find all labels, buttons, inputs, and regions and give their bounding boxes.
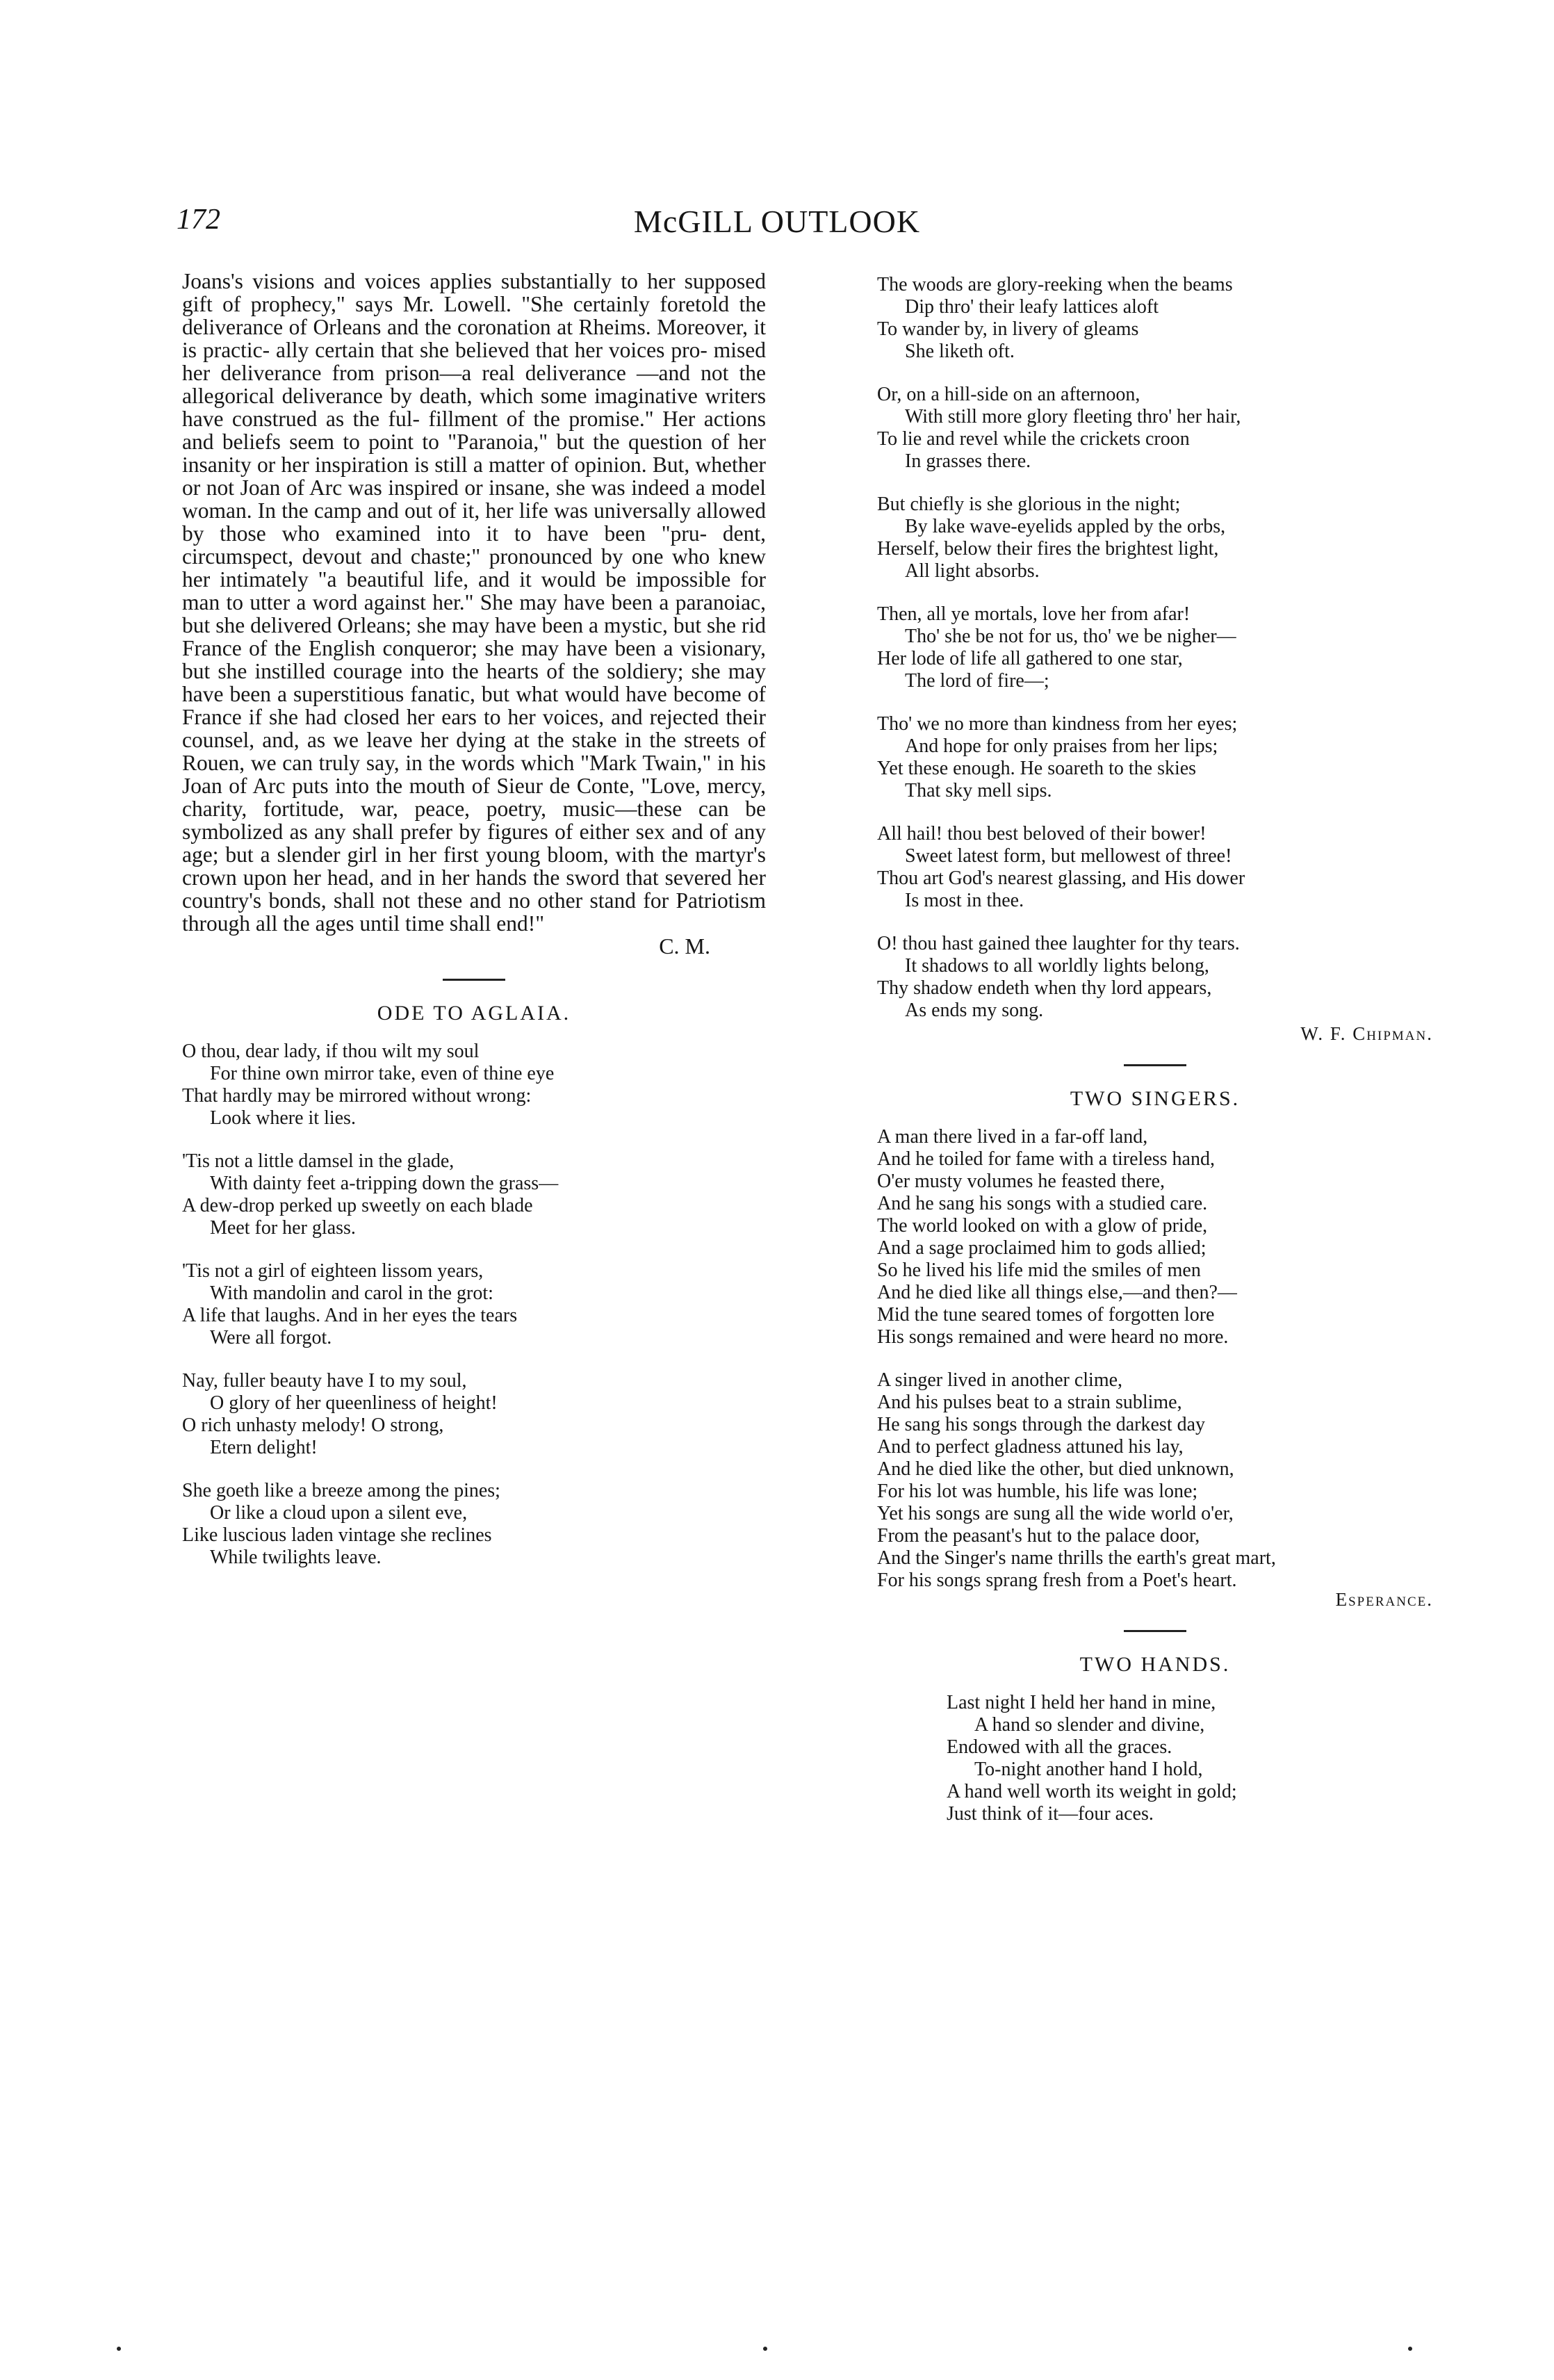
two-singers-author: Esperance.: [1335, 1589, 1433, 1610]
stanza: [877, 933, 1433, 1022]
two-hands-poem: [877, 1692, 1433, 1825]
essay-paragraph: Joans's visions and voices applies substantially to her supposed gift of prophecy," says Mr. Lowell. "She certainly foretold the deliverance of Orleans and the coronation at Rheims. Moreover, it is practic- ally certain that she believed that her voices pro- mised her deliverance from prison—a real deliverance —and not the allegorical deliverance by death, which some imaginative writers have construed as the ful- fillment of the promise." Her actions and beliefs seem to point to "Paranoia," but the question of her insanity or her inspiration is still a matter of opinion. But, whether or not Joan of Arc was inspired or insane, she was indeed a model woman. In the camp and out of it, her life was universally allowed by those who examined into it to have been "pru- dent, circumspect, devout and chaste;" pronounced by one who knew her intimately "a beautiful life, and it would be impossible for man to utter a word against her." She may have been a paranoiac, but she delivered Orleans; she may have been a mystic, but she rid France of the English conqueror; she may have been a visionary, but she instilled courage into the hearts of the soldiery; she may have been a superstitious fanatic, but what would have become of France if she had closed her ears to her voices, and rejected their counsel, and, as we leave her dying at the stake in the streets of Rouen, we can truly say, in the words which "Mark Twain," in his Joan of Arc puts into the mouth of Sieur de Conte, "Love, mercy, charity, fortitude, war, peace, poetry, music—these can be symbolized as any shall prefer by figures of either sex and of any age; but a slender girl in her first young bloom, with the martyr's crown upon her head, and in her hands the sword that severed her country's bonds, shall not these and no other stand for Patriotism through all the ages until time shall end!": [182, 269, 766, 936]
stanza: [182, 1041, 766, 1130]
ode-attribution: [877, 1023, 1433, 1045]
verse-line: Or, on a hill-side on an afternoon,: [877, 384, 1140, 405]
verse-line: A man there lived in a far-off land,: [877, 1126, 1148, 1148]
verse-line: While twilights leave.: [210, 1547, 382, 1568]
verse-line: With still more glory fleeting thro' her hair,: [905, 406, 1241, 427]
verse-line: A hand so slender and divine,: [974, 1714, 1205, 1736]
verse-line: For his lot was humble, his life was lone;: [877, 1481, 1198, 1502]
verse-line: Her lode of life all gathered to one star,: [877, 648, 1183, 669]
essay-signature-line: [182, 934, 766, 959]
verse-line: Were all forgot.: [210, 1327, 332, 1348]
left-column: [182, 270, 766, 1590]
verse-line: Etern delight!: [210, 1437, 318, 1458]
verse-line: For his songs sprang fresh from a Poet's heart.: [877, 1570, 1237, 1591]
verse-line: Tho' she be not for us, tho' we be nigher—: [905, 626, 1236, 647]
verse-line: O'er musty volumes he feasted there,: [877, 1171, 1166, 1192]
verse-line: So he lived his life mid the smiles of men: [877, 1260, 1201, 1281]
stanza: [182, 1480, 766, 1569]
verse-line: A singer lived in another clime,: [877, 1369, 1123, 1391]
verse-line: With dainty feet a-tripping down the grass—: [210, 1173, 559, 1194]
verse-line: But chiefly is she glorious in the night;: [877, 494, 1181, 515]
verse-line: Sweet latest form, but mellowest of three!: [905, 845, 1232, 867]
verse-line: O! thou hast gained thee laughter for thy tears.: [877, 933, 1240, 954]
verse-line: Is most in thee.: [905, 890, 1024, 911]
verse-line: Tho' we no more than kindness from her eyes;: [877, 713, 1238, 735]
stanza: [877, 823, 1433, 912]
verse-line: That sky mell sips.: [905, 780, 1052, 801]
verse-line: All light absorbs.: [905, 560, 1040, 582]
verse-line: It shadows to all worldly lights belong,: [905, 955, 1209, 977]
verse-line: 'Tis not a little damsel in the glade,: [182, 1150, 455, 1172]
verse-line: Look where it lies.: [210, 1107, 356, 1129]
verse-line: And the Singer's name thrills the earth's great mart,: [877, 1547, 1276, 1569]
stanza: [877, 274, 1433, 363]
verse-line: With mandolin and carol in the grot:: [210, 1282, 493, 1304]
verse-line: Herself, below their fires the brightest light,: [877, 538, 1219, 560]
two-singers-poem: [877, 1126, 1433, 1611]
verse-line: A life that laughs. And in her eyes the tears: [182, 1305, 518, 1326]
verse-line: Nay, fuller beauty have I to my soul,: [182, 1370, 467, 1392]
verse-line: All hail! thou best beloved of their bower!: [877, 823, 1207, 845]
stanza: [182, 1150, 766, 1239]
two-singers-attribution: [877, 1589, 1433, 1611]
verse-line: The world looked on with a glow of pride,: [877, 1215, 1208, 1237]
stanza: [877, 1692, 1433, 1825]
page-header: [0, 203, 1554, 245]
verse-line: The woods are glory-reeking when the beams: [877, 274, 1233, 295]
verse-line: And hope for only praises from her lips;: [905, 735, 1218, 757]
verse-line: To wander by, in livery of gleams: [877, 318, 1139, 340]
ode-to-aglaia-continued: [877, 274, 1433, 1045]
verse-line: To lie and revel while the crickets croon: [877, 428, 1190, 450]
scan-speck: [763, 2347, 767, 2351]
section-divider: [1124, 1064, 1186, 1066]
stanza: [877, 603, 1433, 692]
verse-line: His songs remained and were heard no more.: [877, 1326, 1229, 1348]
verse-line: That hardly may be mirrored without wrong:: [182, 1085, 532, 1107]
verse-line: Last night I held her hand in mine,: [947, 1692, 1216, 1713]
verse-line: By lake wave-eyelids appled by the orbs,: [905, 516, 1226, 537]
stanza: [877, 494, 1433, 582]
verse-line: Endowed with all the graces.: [947, 1736, 1172, 1758]
verse-line: And to perfect gladness attuned his lay,: [877, 1436, 1184, 1458]
verse-line: And his pulses beat to a strain sublime,: [877, 1392, 1182, 1413]
scan-speck: [1408, 2347, 1412, 2351]
stanza: [877, 713, 1433, 802]
verse-line: And a sage proclaimed him to gods allied;: [877, 1237, 1207, 1259]
verse-line: Then, all ye mortals, love her from afar!: [877, 603, 1191, 625]
verse-line: Meet for her glass.: [210, 1217, 356, 1239]
verse-line: A hand well worth its weight in gold;: [947, 1781, 1237, 1802]
joan-of-arc-essay: [182, 270, 766, 935]
two-singers-title: TWO SINGERS.: [1070, 1087, 1241, 1110]
verse-line: And he toiled for fame with a tireless hand,: [877, 1148, 1215, 1170]
verse-line: In grasses there.: [905, 450, 1031, 472]
verse-line: He sang his songs through the darkest day: [877, 1414, 1206, 1435]
verse-line: Yet his songs are sung all the wide world o'er,: [877, 1503, 1234, 1524]
right-column: [877, 270, 1433, 1846]
scan-speck: [117, 2347, 121, 2351]
verse-line: For thine own mirror take, even of thine eye: [210, 1063, 555, 1084]
page-number: 172: [177, 204, 220, 236]
two-hands-title: TWO HANDS.: [1079, 1653, 1231, 1676]
essay-signature: C. M.: [659, 934, 710, 959]
verse-line: Thy shadow endeth when thy lord appears,: [877, 977, 1212, 999]
verse-line: O glory of her queenliness of height!: [210, 1392, 498, 1414]
running-title: McGILL OUTLOOK: [633, 204, 921, 239]
verse-line: O thou, dear lady, if thou wilt my soul: [182, 1041, 480, 1062]
verse-line: From the peasant's hut to the palace door,: [877, 1525, 1200, 1547]
verse-line: Or like a cloud upon a silent eve,: [210, 1502, 468, 1524]
verse-line: Like luscious laden vintage she reclines: [182, 1524, 492, 1546]
verse-line: Mid the tune seared tomes of forgotten lore: [877, 1304, 1215, 1326]
verse-line: Just think of it—four aces.: [947, 1803, 1154, 1825]
verse-line: She goeth like a breeze among the pines;: [182, 1480, 500, 1501]
section-divider: [443, 979, 505, 981]
stanza: [877, 1126, 1433, 1348]
verse-line: The lord of fire—;: [905, 670, 1049, 692]
ode-author: W. F. Chipman.: [1300, 1023, 1433, 1044]
ode-to-aglaia: [182, 1041, 766, 1569]
verse-line: Dip thro' their leafy lattices aloft: [905, 296, 1159, 318]
verse-line: And he sang his songs with a studied care.: [877, 1193, 1208, 1214]
verse-line: As ends my song.: [905, 1000, 1044, 1021]
verse-line: A dew-drop perked up sweetly on each blade: [182, 1195, 533, 1216]
stanza: [182, 1370, 766, 1459]
ode-title: ODE TO AGLAIA.: [377, 1002, 571, 1025]
stanza: [182, 1260, 766, 1349]
verse-line: 'Tis not a girl of eighteen lissom years,: [182, 1260, 484, 1282]
section-divider: [1124, 1630, 1186, 1632]
verse-line: Yet these enough. He soareth to the skies: [877, 758, 1197, 779]
verse-line: And he died like the other, but died unknown,: [877, 1458, 1234, 1480]
verse-line: Thou art God's nearest glassing, and His dower: [877, 867, 1245, 889]
stanza: [877, 384, 1433, 473]
verse-line: And he died like all things else,—and then?—: [877, 1282, 1237, 1303]
verse-line: O rich unhasty melody! O strong,: [182, 1415, 444, 1436]
verse-line: To-night another hand I hold,: [974, 1759, 1203, 1780]
stanza: [877, 1369, 1433, 1592]
verse-line: She liketh oft.: [905, 341, 1015, 362]
